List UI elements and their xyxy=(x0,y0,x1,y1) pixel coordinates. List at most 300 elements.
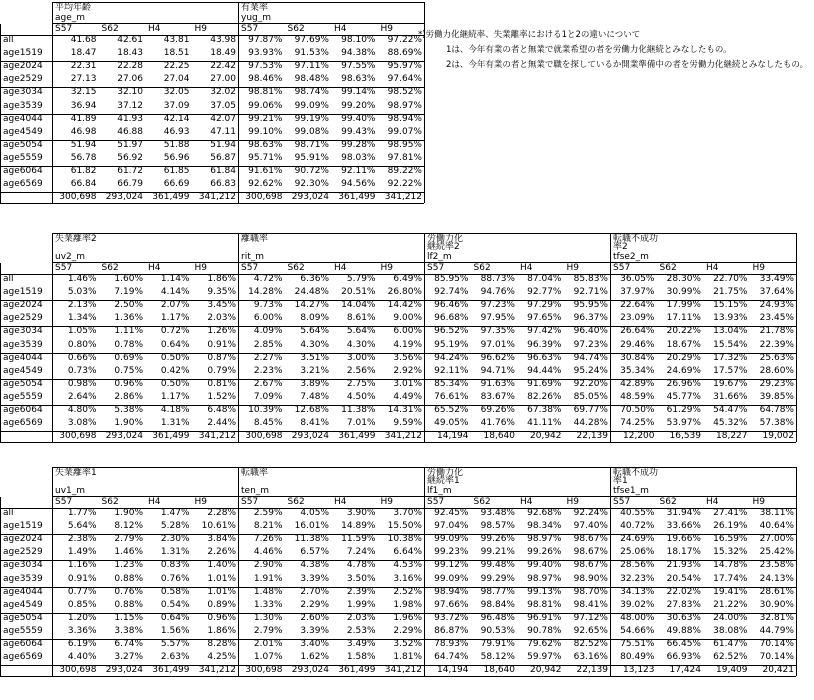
value-cell: 15.54% xyxy=(713,339,748,350)
value-cell: 98.84% xyxy=(480,599,515,610)
total-cell: 300,698 xyxy=(245,665,283,676)
year-header: S57 xyxy=(613,497,631,507)
note-line: *)労働力化継続率、失業離率における1と2の違いについて xyxy=(418,30,641,40)
total-cell: 361,499 xyxy=(338,431,376,442)
value-cell: 22.42 xyxy=(210,61,236,72)
value-cell: 2.79% xyxy=(114,534,143,545)
value-cell: 0.72% xyxy=(160,326,190,337)
value-cell: 1.26% xyxy=(207,326,236,337)
value-cell: 61.85 xyxy=(163,166,190,176)
value-cell: 4.30% xyxy=(300,339,329,350)
value-cell: 2.64% xyxy=(67,391,97,402)
value-cell: 2.03% xyxy=(207,313,236,324)
year-header: H4 xyxy=(148,24,161,34)
value-cell: 2.86% xyxy=(114,391,143,402)
value-cell: 9.35% xyxy=(207,287,236,298)
value-cell: 54.47% xyxy=(713,405,748,415)
value-cell: 66.93% xyxy=(666,652,701,663)
value-cell: 3.56% xyxy=(393,352,422,363)
value-cell: 47.11 xyxy=(210,126,236,137)
value-cell: 0.91% xyxy=(207,339,236,350)
value-cell: 2.26% xyxy=(207,547,236,558)
value-cell: 7.09% xyxy=(253,391,283,402)
value-cell: 21.75% xyxy=(713,287,748,298)
row-label: age5054 xyxy=(3,139,43,150)
value-cell: 6.36% xyxy=(300,274,329,284)
value-cell: 10.61% xyxy=(201,521,236,532)
year-header: H9 xyxy=(380,263,393,273)
value-cell: 1.20% xyxy=(67,612,97,623)
value-cell: 96.48% xyxy=(480,612,515,623)
value-cell: 99.40% xyxy=(527,560,562,571)
value-cell: 4.40% xyxy=(67,652,97,663)
value-cell: 0.64% xyxy=(160,339,190,350)
value-cell: 0.58% xyxy=(160,586,190,597)
value-cell: 0.78% xyxy=(114,339,143,350)
value-cell: 2.75% xyxy=(346,378,376,389)
total-cell: 361,499 xyxy=(152,192,190,203)
value-cell: 99.09% xyxy=(434,534,469,545)
year-header: H4 xyxy=(520,497,533,507)
value-cell: 94.56% xyxy=(341,179,376,190)
value-cell: 91.69% xyxy=(527,378,562,389)
value-cell: 66.84 xyxy=(70,179,97,190)
value-cell: 91.63% xyxy=(480,378,515,389)
value-cell: 49.05% xyxy=(434,418,469,429)
value-cell: 0.89% xyxy=(207,599,236,610)
grid-line xyxy=(0,61,424,62)
value-cell: 7.26% xyxy=(253,534,283,545)
value-cell: 7.01% xyxy=(346,418,376,429)
value-cell: 99.21% xyxy=(248,113,283,124)
value-cell: 22.25 xyxy=(163,61,190,72)
value-cell: 99.10% xyxy=(248,126,283,137)
value-cell: 92.22% xyxy=(387,179,422,190)
value-cell: 29.46% xyxy=(620,339,655,350)
row-label: age4549 xyxy=(3,126,43,137)
value-cell: 98.52% xyxy=(387,87,422,98)
value-cell: 11.38% xyxy=(341,405,376,415)
value-cell: 17.11% xyxy=(666,313,701,324)
value-cell: 2.90% xyxy=(253,560,283,571)
value-cell: 24.69% xyxy=(620,534,655,545)
value-cell: 30.84% xyxy=(620,352,655,363)
row-label: age6569 xyxy=(3,652,43,663)
value-cell: 97.01% xyxy=(480,339,515,350)
value-cell: 83.67% xyxy=(480,391,515,402)
value-cell: 6.49% xyxy=(393,274,422,284)
value-cell: 43.81 xyxy=(163,35,190,45)
total-cell: 18,640 xyxy=(483,665,515,676)
row-label: age3539 xyxy=(3,100,43,111)
value-cell: 3.01% xyxy=(393,378,422,389)
value-cell: 4.09% xyxy=(253,326,283,337)
grid-line xyxy=(0,140,424,141)
value-cell: 61.47% xyxy=(713,639,748,649)
year-header: S57 xyxy=(427,497,445,507)
value-cell: 65.52% xyxy=(434,405,469,415)
grid-line xyxy=(0,114,424,115)
row-label: age5559 xyxy=(3,152,43,163)
row-label: age3539 xyxy=(3,573,43,584)
total-cell: 18,227 xyxy=(716,431,748,442)
value-cell: 1.05% xyxy=(67,326,97,337)
value-cell: 37.12 xyxy=(117,100,143,111)
value-cell: 2.38% xyxy=(67,534,97,545)
value-cell: 8.45% xyxy=(253,418,283,429)
year-header: S57 xyxy=(55,263,73,273)
value-cell: 3.00% xyxy=(346,352,376,363)
value-cell: 13.04% xyxy=(713,326,748,337)
value-cell: 98.70% xyxy=(573,586,608,597)
value-cell: 6.00% xyxy=(393,326,422,337)
value-cell: 51.94 xyxy=(70,139,97,150)
value-cell: 99.28% xyxy=(341,139,376,150)
value-cell: 22.31 xyxy=(70,61,97,72)
grid-line xyxy=(796,233,797,442)
total-cell: 293,024 xyxy=(105,192,143,203)
value-cell: 79.62% xyxy=(527,639,562,649)
grid-line xyxy=(0,676,796,677)
value-cell: 69.77% xyxy=(573,405,608,415)
year-header: H4 xyxy=(148,497,161,507)
value-cell: 1.17% xyxy=(160,391,190,402)
value-cell: 27.13 xyxy=(70,74,97,85)
value-cell: 98.97% xyxy=(387,100,422,111)
table-title: 転職不成功 xyxy=(613,468,659,478)
value-cell: 3.40% xyxy=(300,639,329,649)
grid-line xyxy=(0,665,796,666)
year-header: S57 xyxy=(427,263,445,273)
value-cell: 0.64% xyxy=(160,612,190,623)
year-header: H9 xyxy=(194,497,207,507)
var-name: yug_m xyxy=(241,13,272,23)
value-cell: 1.15% xyxy=(114,612,143,623)
value-cell: 1.60% xyxy=(114,274,143,284)
total-cell: 341,212 xyxy=(198,665,236,676)
grid-line xyxy=(796,467,797,676)
value-cell: 56.92 xyxy=(117,152,143,163)
value-cell: 28.60% xyxy=(759,365,794,376)
value-cell: 30.99% xyxy=(666,287,701,298)
value-cell: 99.21% xyxy=(480,547,515,558)
value-cell: 98.94% xyxy=(434,586,469,597)
row-label: age2024 xyxy=(3,300,43,311)
row-label: age3034 xyxy=(3,560,43,571)
value-cell: 41.68 xyxy=(70,35,97,45)
value-cell: 97.42% xyxy=(527,326,562,337)
value-cell: 64.74% xyxy=(434,652,469,663)
row-label: age6064 xyxy=(3,639,43,649)
value-cell: 37.09 xyxy=(163,100,190,111)
value-cell: 5.38% xyxy=(114,405,143,415)
value-cell: 97.87% xyxy=(248,35,283,45)
year-header: S62 xyxy=(659,263,677,273)
grid-line xyxy=(0,203,424,204)
value-cell: 96.52% xyxy=(434,326,469,337)
value-cell: 9.00% xyxy=(393,313,422,324)
value-cell: 93.93% xyxy=(248,48,283,59)
total-cell: 341,212 xyxy=(198,192,236,203)
value-cell: 2.01% xyxy=(253,639,283,649)
value-cell: 41.11% xyxy=(527,418,562,429)
value-cell: 7.48% xyxy=(300,391,329,402)
value-cell: 6.74% xyxy=(114,639,143,649)
year-header: S57 xyxy=(241,24,259,34)
value-cell: 49.88% xyxy=(666,625,701,636)
value-cell: 66.83 xyxy=(210,179,236,190)
grid-line xyxy=(0,587,796,588)
grid-line xyxy=(52,23,238,24)
value-cell: 2.63% xyxy=(160,652,190,663)
value-cell: 18.51 xyxy=(163,48,190,59)
row-label: age6064 xyxy=(3,166,43,176)
year-header: S62 xyxy=(473,497,491,507)
value-cell: 32.15 xyxy=(70,87,97,98)
grid-line xyxy=(0,534,796,535)
value-cell: 0.50% xyxy=(160,378,190,389)
value-cell: 94.71% xyxy=(480,365,515,376)
value-cell: 30.90% xyxy=(759,599,794,610)
row-label: age1519 xyxy=(3,287,43,298)
value-cell: 97.04% xyxy=(434,521,469,532)
value-cell: 0.88% xyxy=(114,573,143,584)
value-cell: 27.06 xyxy=(117,74,143,85)
value-cell: 0.83% xyxy=(160,560,190,571)
row-label: age2529 xyxy=(3,547,43,558)
value-cell: 99.20% xyxy=(341,100,376,111)
value-cell: 0.73% xyxy=(67,365,97,376)
row-label: all xyxy=(3,35,14,45)
value-cell: 33.66% xyxy=(666,521,701,532)
value-cell: 8.21% xyxy=(253,521,283,532)
value-cell: 98.71% xyxy=(294,139,329,150)
year-header: S62 xyxy=(287,263,305,273)
value-cell: 2.56% xyxy=(346,365,376,376)
value-cell: 2.39% xyxy=(346,586,376,597)
grid-line xyxy=(0,35,424,36)
value-cell: 37.05 xyxy=(210,100,236,111)
table-title: 労働力化 xyxy=(427,234,464,244)
value-cell: 0.66% xyxy=(67,352,97,363)
value-cell: 96.68% xyxy=(434,313,469,324)
grid-line xyxy=(238,496,424,497)
value-cell: 32.23% xyxy=(620,573,655,584)
value-cell: 32.05 xyxy=(163,87,190,98)
value-cell: 0.85% xyxy=(67,599,97,610)
value-cell: 2.29% xyxy=(393,625,422,636)
value-cell: 97.29% xyxy=(527,300,562,311)
value-cell: 96.46% xyxy=(434,300,469,311)
value-cell: 12.68% xyxy=(294,405,329,415)
value-cell: 1.07% xyxy=(253,652,283,663)
value-cell: 4.25% xyxy=(207,652,236,663)
value-cell: 85.95% xyxy=(434,274,469,284)
value-cell: 99.09% xyxy=(434,573,469,584)
value-cell: 2.85% xyxy=(253,339,283,350)
value-cell: 90.72% xyxy=(294,166,329,176)
value-cell: 1.81% xyxy=(393,652,422,663)
value-cell: 36.05% xyxy=(620,274,655,284)
value-cell: 19.41% xyxy=(713,586,748,597)
value-cell: 99.14% xyxy=(341,87,376,98)
value-cell: 2.53% xyxy=(346,625,376,636)
row-label: age5559 xyxy=(3,625,43,636)
value-cell: 25.06% xyxy=(620,547,655,558)
value-cell: 1.40% xyxy=(207,560,236,571)
value-cell: 17.32% xyxy=(713,352,748,363)
value-cell: 74.25% xyxy=(620,418,655,429)
value-cell: 41.93 xyxy=(117,113,143,124)
value-cell: 18.43 xyxy=(117,48,143,59)
row-label: age1519 xyxy=(3,521,43,532)
value-cell: 23.45% xyxy=(759,313,794,324)
value-cell: 98.63% xyxy=(248,139,283,150)
table-title: 労働力化 xyxy=(427,468,464,478)
value-cell: 25.42% xyxy=(759,547,794,558)
value-cell: 56.87 xyxy=(210,152,236,163)
value-cell: 3.50% xyxy=(346,573,376,584)
var-name: age_m xyxy=(55,13,86,23)
value-cell: 86.87% xyxy=(434,625,469,636)
total-cell: 14,194 xyxy=(437,665,469,676)
value-cell: 3.90% xyxy=(346,508,376,518)
year-header: S57 xyxy=(241,497,259,507)
value-cell: 41.76% xyxy=(480,418,515,429)
value-cell: 4.05% xyxy=(300,508,329,518)
value-cell: 40.55% xyxy=(620,508,655,518)
value-cell: 99.48% xyxy=(480,560,515,571)
value-cell: 2.13% xyxy=(67,300,97,311)
value-cell: 8.28% xyxy=(207,639,236,649)
value-cell: 66.69 xyxy=(163,179,190,190)
value-cell: 24.48% xyxy=(294,287,329,298)
value-cell: 70.14% xyxy=(759,639,794,649)
row-label: age4044 xyxy=(3,113,43,124)
value-cell: 35.34% xyxy=(620,365,655,376)
total-cell: 361,499 xyxy=(338,665,376,676)
year-header: H9 xyxy=(380,497,393,507)
value-cell: 89.22% xyxy=(387,166,422,176)
value-cell: 92.77% xyxy=(527,287,562,298)
value-cell: 88.69% xyxy=(387,48,422,59)
table-title: 有業率 xyxy=(241,3,269,13)
value-cell: 44.28% xyxy=(573,418,608,429)
value-cell: 96.40% xyxy=(573,326,608,337)
value-cell: 98.81% xyxy=(248,87,283,98)
value-cell: 14.31% xyxy=(387,405,422,415)
value-cell: 21.22% xyxy=(713,599,748,610)
grid-line xyxy=(0,192,424,193)
value-cell: 14.27% xyxy=(294,300,329,311)
value-cell: 34.13% xyxy=(620,586,655,597)
value-cell: 97.23% xyxy=(573,339,608,350)
value-cell: 1.36% xyxy=(114,313,143,324)
value-cell: 27.41% xyxy=(713,508,748,518)
value-cell: 59.97% xyxy=(527,652,562,663)
value-cell: 27.83% xyxy=(666,599,701,610)
value-cell: 56.96 xyxy=(163,152,190,163)
grid-line xyxy=(0,560,796,561)
value-cell: 82.26% xyxy=(527,391,562,402)
value-cell: 20.29% xyxy=(666,352,701,363)
row-label: age5559 xyxy=(3,391,43,402)
table-title-2: 継続率1 xyxy=(427,476,460,486)
value-cell: 0.96% xyxy=(114,378,143,389)
total-cell: 300,698 xyxy=(59,431,97,442)
value-cell: 37.64% xyxy=(759,287,794,298)
value-cell: 46.98 xyxy=(70,126,97,137)
value-cell: 98.74% xyxy=(294,87,329,98)
value-cell: 16.59% xyxy=(713,534,748,545)
value-cell: 24.93% xyxy=(759,300,794,311)
value-cell: 2.52% xyxy=(393,586,422,597)
value-cell: 79.91% xyxy=(480,639,515,649)
value-cell: 98.46% xyxy=(248,74,283,85)
value-cell: 91.53% xyxy=(294,48,329,59)
value-cell: 90.78% xyxy=(527,625,562,636)
value-cell: 58.12% xyxy=(480,652,515,663)
row-label: age3539 xyxy=(3,339,43,350)
value-cell: 4.50% xyxy=(346,391,376,402)
value-cell: 3.89% xyxy=(300,378,329,389)
value-cell: 45.32% xyxy=(713,418,748,429)
value-cell: 96.91% xyxy=(527,612,562,623)
value-cell: 99.23% xyxy=(434,547,469,558)
value-cell: 4.18% xyxy=(160,405,190,415)
value-cell: 42.14 xyxy=(163,113,190,124)
value-cell: 51.88 xyxy=(163,139,190,150)
year-header: S62 xyxy=(287,497,305,507)
value-cell: 5.57% xyxy=(160,639,190,649)
value-cell: 18.67% xyxy=(666,339,701,350)
value-cell: 4.14% xyxy=(160,287,190,298)
total-cell: 20,942 xyxy=(530,665,562,676)
row-label: age4044 xyxy=(3,352,43,363)
value-cell: 2.30% xyxy=(160,534,190,545)
value-cell: 13.93% xyxy=(713,313,748,324)
value-cell: 28.56% xyxy=(620,560,655,571)
value-cell: 4.46% xyxy=(253,547,283,558)
value-cell: 40.64% xyxy=(759,521,794,532)
value-cell: 8.61% xyxy=(346,313,376,324)
var-name: uv1_m xyxy=(55,486,86,496)
value-cell: 66.45% xyxy=(666,639,701,649)
value-cell: 23.09% xyxy=(620,313,655,324)
total-cell: 300,698 xyxy=(245,192,283,203)
value-cell: 27.00 xyxy=(210,74,236,85)
value-cell: 0.69% xyxy=(114,352,143,363)
value-cell: 98.67% xyxy=(573,560,608,571)
value-cell: 4.38% xyxy=(300,560,329,571)
value-cell: 7.19% xyxy=(114,287,143,298)
total-cell: 13,123 xyxy=(623,665,655,676)
value-cell: 0.91% xyxy=(67,573,97,584)
value-cell: 10.39% xyxy=(248,405,283,415)
value-cell: 8.09% xyxy=(300,313,329,324)
value-cell: 1.47% xyxy=(160,508,190,518)
total-cell: 20,421 xyxy=(762,665,794,676)
value-cell: 92.68% xyxy=(527,508,562,518)
row-label: age2529 xyxy=(3,313,43,324)
value-cell: 0.54% xyxy=(160,599,190,610)
value-cell: 8.12% xyxy=(114,521,143,532)
total-cell: 293,024 xyxy=(291,431,329,442)
row-label: age4044 xyxy=(3,586,43,597)
value-cell: 46.93 xyxy=(163,126,190,137)
value-cell: 11.59% xyxy=(341,534,376,545)
value-cell: 95.24% xyxy=(573,365,608,376)
